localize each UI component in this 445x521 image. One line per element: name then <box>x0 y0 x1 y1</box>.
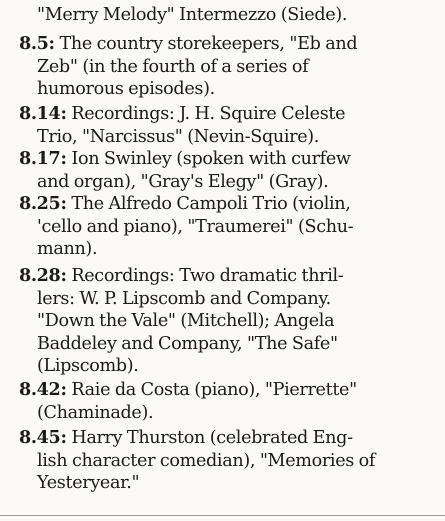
entry-text-line: Recordings: J. H. Squire Celeste <box>66 104 346 124</box>
program-entry <box>19 427 433 495</box>
entry-text-line: (Lipscomb). <box>37 356 139 377</box>
program-entry <box>19 148 433 193</box>
entry-text-line: Harry Thurston (celebrated Eng- <box>66 428 353 448</box>
entry-time: 8.25: <box>19 193 67 214</box>
entry-text-line: Baddeley and Company, "The Safe" <box>37 333 338 354</box>
entry-text-line: humorous episodes). <box>37 79 215 100</box>
entry-text-line: Zeb" (in the fourth of a series of <box>37 56 309 77</box>
clipping-edge-rule <box>0 515 445 516</box>
entry-time: 8.17: <box>19 148 67 169</box>
entry-text-line: The country storekeepers, "Eb and <box>54 34 358 54</box>
entry-text-line: "Down the Vale" (Mitchell); Angela <box>37 311 335 332</box>
program-entry <box>19 193 433 261</box>
program-entry <box>19 33 433 101</box>
entry-text-line: 'cello and piano), "Traumerei" (Schu- <box>37 216 354 237</box>
entry-text-line: lers: W. P. Lipscomb and Company. <box>37 288 331 309</box>
entry-text-line: (Chaminade). <box>37 402 154 423</box>
entry-text-line: The Alfredo Campoli Trio (violin, <box>66 194 351 214</box>
entry-time: 8.5: <box>19 33 55 54</box>
entry-text-line: lish character comedian), "Memories of <box>37 450 376 471</box>
entry-text-line: and organ), "Gray's Elegy" (Gray). <box>37 171 329 192</box>
entry-text-line: Yesteryear." <box>37 473 140 494</box>
entry-time: 8.28: <box>19 265 67 286</box>
entry-text-line: mann). <box>37 239 98 260</box>
program-entry <box>19 379 433 424</box>
entry-text-line: Trio, "Narcissus" (Nevin-Squire). <box>37 126 320 147</box>
program-entry <box>19 265 433 378</box>
entry-text-line: Ion Swinley (spoken with curfew <box>66 149 351 169</box>
program-entry <box>19 103 433 148</box>
entry-time: 8.42: <box>19 379 67 400</box>
entry-time: 8.45: <box>19 427 67 448</box>
entry-text-line: "Merry Melody" Intermezzo (Siede). <box>37 5 348 25</box>
entry-text-line: Raie da Costa (piano), "Pierrette" <box>66 380 357 400</box>
program-entry <box>19 4 433 27</box>
entry-time: 8.14: <box>19 103 67 124</box>
entry-text-line: Recordings: Two dramatic thril- <box>66 266 344 286</box>
